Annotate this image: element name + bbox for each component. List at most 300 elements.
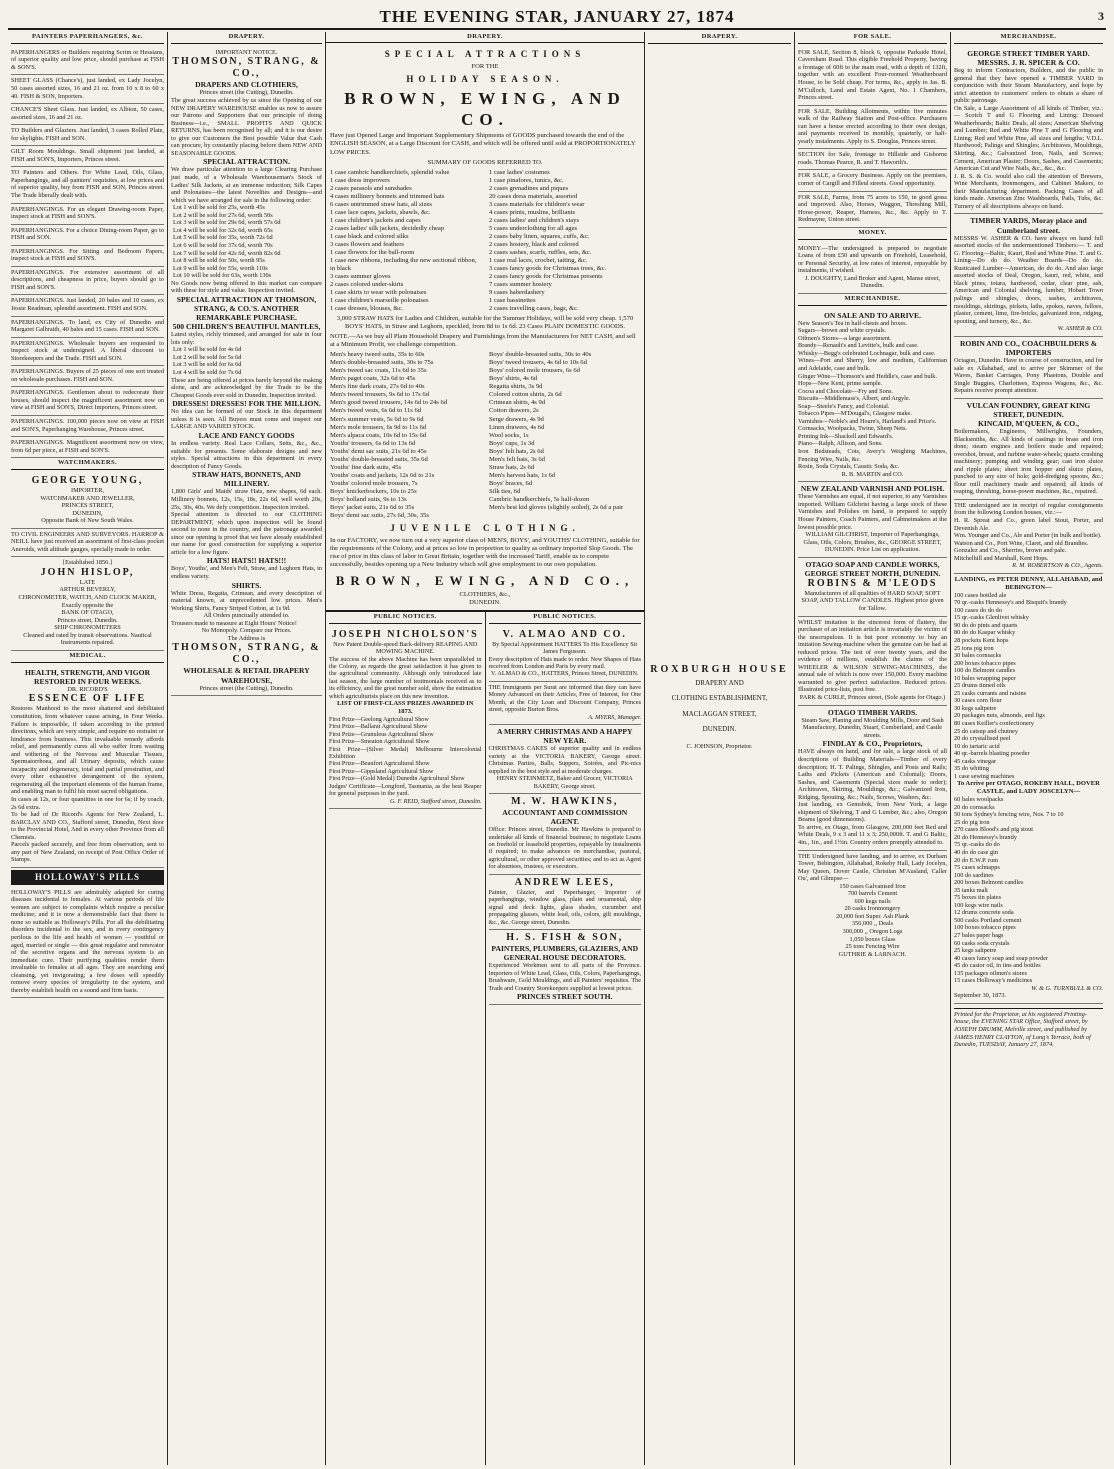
ad-brand: ESSENCE OF LIFE bbox=[28, 693, 147, 705]
ad-address: PRINCES STREET SOUTH. bbox=[517, 991, 613, 1001]
ad-subtitle: New Patent Double-speed Back-delivery REAPING AND MOWING MACHINE. bbox=[333, 640, 478, 656]
ad-signature: GUTHRIE & LARNACH. bbox=[838, 950, 907, 958]
dresses-heading: DRESSES! DRESSES! FOR THE MILLION. bbox=[172, 399, 321, 409]
sale-ad: SECTION for Sale, frontage to Hillside and Gisborne roads. Thomas Pearce, R. and T. Haworth's. bbox=[798, 149, 947, 170]
footer-sub: WHOLESALE & RETAIL DRAPERY WAREHOUSE, bbox=[183, 666, 310, 685]
cargo-item: 700 barrels Cement bbox=[847, 890, 898, 898]
goods-item: 1 case flowers for the ball-room bbox=[330, 248, 415, 256]
roxburgh-house-ad bbox=[648, 662, 791, 754]
established-note: [Established 1856.] bbox=[63, 559, 112, 567]
goods-item: 1 case cambric handkerchiefs, splendid value bbox=[330, 168, 450, 176]
ad-line: CHRONOMETER, WATCH, AND CLOCK MAKER, bbox=[18, 594, 157, 602]
ad-heading: TIMBER YARDS, Moray place and Cumberland street. bbox=[970, 216, 1087, 235]
price-item: Men's best kid gloves (slightly soiled), 2s 6d a pair bbox=[489, 503, 624, 511]
guthrie-larnach-ad bbox=[798, 851, 947, 962]
price-item: Men's good tweed trousers, 14s 6d to 24s 6d bbox=[330, 399, 448, 407]
landing-item: 100 cases do do do bbox=[954, 606, 1002, 614]
landing-item: 30 kegs saltpetre bbox=[954, 704, 997, 712]
ad-heading: OTAGO SOAP AND CANDLE WORKS, GEORGE STREET NORTH, DUNEDIN. bbox=[804, 559, 941, 578]
classified-ad: PAPERHANGINGS. For extensive assortment of all descriptions, and cheapness in price, buyers should go to FISH and SON'S. bbox=[11, 267, 164, 296]
price-item: Youths' demi sac suits, 21s 6d to 45s bbox=[330, 447, 427, 455]
masthead bbox=[8, 6, 1106, 30]
ad-signature: WILLIAM GILCHRIST, Importer of Paperhangings, Glass, Oils, Colors, Brushes, &c., GEORGE STREET, DUNEDIN. Price List on application. bbox=[803, 531, 942, 554]
section-heading-money: MONEY. bbox=[798, 228, 947, 240]
lot-item: Lot 7 will be sold for 42s 6d, worth 82s 6d bbox=[173, 249, 281, 257]
goods-item: 2 cases sashes, scarfs, ruffles, sets, &c. bbox=[489, 248, 592, 256]
arrive-item: Oilmen's Stores—a large assortment. bbox=[798, 334, 892, 342]
ad-text: Experienced Workmen sent to all parts of the Province. Importers of White Lead, Glass, Oils, Colors, Paperhangings, Brushware, Gold Mouldings, and all Painters' requisites. The Trade and Country Storekeepers supplied at lowest prices. bbox=[488, 962, 641, 992]
price-item: Boys' double-breasted suits, 30s to 40s bbox=[489, 351, 592, 359]
valmao-ad bbox=[489, 627, 642, 682]
goods-item: 4 cases prints, muslins, brilliants bbox=[489, 208, 576, 216]
price-item: Boys' felt hats, 2s 6d bbox=[489, 447, 544, 455]
goods-item: 2 cases fancy goods for Christmas presents bbox=[489, 272, 603, 280]
cargo-item: 25 tons Fencing Wire bbox=[845, 943, 900, 951]
vulcan-foundry-ad bbox=[954, 399, 1103, 500]
mantle-lot-item: Lot 4 will be sold for 7s 6d bbox=[173, 368, 242, 376]
straw-note: 3,000 STRAW HATS for Ladies and Children, suitable for the Summer Holidays, will be sold very cheap. 1,570 BOYS' HATS, in Straw and Leghorn, speckled, from 8d to 1s 6d. 23 Cases PLAIN DOMESTIC GOODS. bbox=[336, 315, 634, 331]
goods-item: 1 case real laces, crochet, tatting, &c. bbox=[489, 256, 588, 264]
rokeby-item: 135 packages oilmen's stores bbox=[954, 969, 1028, 977]
landing-item: 28 pockets Kent hops bbox=[954, 636, 1009, 644]
lot-item: Lot 10 will be sold for 63s, worth 130s bbox=[173, 272, 272, 280]
ad-line: Cleaned and rated by transit observations. Nautical Instruments repaired. bbox=[23, 631, 152, 647]
ad-subtitle: DR. RICORD'S bbox=[67, 685, 108, 693]
ad-subtitle: By Special Appointment HATTERS To His Excellency Sir James Fergusson. bbox=[492, 640, 638, 656]
rokeby-item: 25 kegs saltpetre bbox=[954, 947, 997, 955]
cargo-list bbox=[798, 883, 947, 951]
price-item: Regatta shirts, 3s 9d bbox=[489, 383, 543, 391]
ad-text: HOLLOWAY'S PILLS are admirably adapted for curing diseases incidental to females. At various periods of life women are subject to complaints which require a peculiar medicine; and it is now a demonstrable fact that there is none so suitable as Holloway's Pills. For all the debilitating disorders incidental to the sex, and in every contingency perilous to the life and health of women — youthful or aged, married or single — this great regulator and renovator of the secretive organs and the nervous system is an immediate cure. Their purifying qualities render them invaluable to females at all ages. They are searching and cleansing, yet invigorating; a few doses will speedily remove every species of irregularity in the system, and thereby establish health on a sound and firm basis. bbox=[11, 888, 164, 994]
rokeby-item: 500 casks Portland cement bbox=[954, 916, 1022, 924]
mantle-lot-item: Lot 2 will be sold for 5s 6d bbox=[173, 353, 242, 361]
public-notices-left bbox=[326, 612, 486, 1465]
clothing-text: Special attention is directed to our CLOTHING DEPARTMENT, which upon inspection will be found second to none in the country, and the patronage awarded since our opening is proof that we have already established our name for good construction for supplying a superior article for a low figure. bbox=[171, 511, 322, 556]
goods-item: 2 cases ladies' and children's stays bbox=[489, 216, 580, 224]
goods-item: 1 case children's jackets and capes bbox=[330, 216, 421, 224]
mantles-note: These are being offered at prices barely beyond the making alone, and are acknowledged by the Trade to be the Cheapest Goods ever sold in Dunedin. Inspection invited. bbox=[171, 376, 322, 399]
price-item: Men's alpaca coats, 10s 6d to 15s 6d bbox=[330, 431, 427, 439]
price-item: Youths' trousers, 6s 6d to 13s 6d bbox=[330, 439, 416, 447]
arrive-item: Ginger Wine—Thomson's and Heddle's, case and bulk. bbox=[798, 372, 938, 380]
ad-text: Octagon, Dunedin. Have in course of construction, and for sale ex Allahabad, and to arrive per Skimmer of the Waves, Basket Carriages, Pony Phaetons, Double and Single Buggies, Charlottees, Express Wagons, &c., &c. Repairs receive prompt attention. bbox=[954, 356, 1103, 395]
price-item: Straw hats, 2s 6d bbox=[489, 463, 535, 471]
price-item: Boys' colored mole trousers, 6s 6d bbox=[489, 367, 580, 375]
price-item: Men's paget coats, 32s 6d to 45s bbox=[330, 375, 416, 383]
arrive-item: Hops—New Kent, prime sample. bbox=[798, 380, 883, 388]
masthead-title: THE EVENING STAR, JANUARY 27, 1874 bbox=[379, 7, 735, 26]
doughty-ad bbox=[798, 243, 947, 294]
price-item: Crimean shirts, 4s 9d bbox=[489, 399, 546, 407]
cargo-item: 300,000 ,, Oregon Logs bbox=[842, 928, 903, 935]
footer-sub: CLOTHIERS, &c., bbox=[459, 590, 511, 598]
goods-item: 1 case black and colored silks bbox=[330, 232, 409, 240]
price-item: Boys' tweed trousers, 4s 6d to 10s 6d bbox=[489, 359, 587, 367]
footer-brown-ewing: BROWN, EWING, AND CO., bbox=[335, 573, 635, 588]
ad-items: On Sale, a Large Assortment of all kinds of Timber, viz.:— Scotch T and G Flooring and Lining; Dressed Weatherboards; Baltic Deals, all sizes; American Shelving and Lumber; Red and White Pine T and G Flooring and Lining; Red and White Pine, all sizes and lengths; V.D.L. Hardwood; Palings and Shingles; Architraves, Mouldings, Skirting, &c.; Galvanized Iron, Nails, and Screws; Cement, American Plaster; Doors, Sashes, and Casements; American Cut and Wire Nails, &c., &c., &c. bbox=[954, 104, 1103, 173]
firm-name: THOMSON, STRANG, & CO., bbox=[172, 56, 321, 80]
ad-line: BANK OF OTAGO, bbox=[61, 609, 114, 617]
gilchrist-ad bbox=[798, 482, 947, 557]
arrive-item: Cornsacks, Woolpacks, Twine, Sheep Nets. bbox=[798, 425, 907, 433]
landing-item: 15 qr.-casks Glenlivet whisky bbox=[954, 614, 1029, 622]
price-item: Boys' caps, 1s 3d bbox=[489, 439, 535, 447]
price-item: Men's summer vests, 5s 6d to 9s 6d bbox=[330, 415, 424, 423]
ad-line: DRAPERY AND bbox=[695, 678, 744, 687]
ad-line: PRINCES STREET, bbox=[61, 502, 114, 510]
intro-text: The great success achieved by us since the Opening of our NEW DRAPERY WAREHOUSE enables us now to assure our Patrons and Supporters that our principle of doing Business—i.e., SMALL PROFITS AND QUICK RETURNS, has been recognised by all; and it is our desire to give our Customers the Best possible Value that Cash can procure, by constantly placing before them NEW AND SEASONABLE GOODS. bbox=[171, 97, 322, 157]
ad-signature: W. & G. TURNBULL & CO. bbox=[1031, 984, 1103, 992]
special-text: We draw particular attention to a large Clearing Purchase just made, of a Wholesale Warehouseman's Stock of Ladies' Silk Jackets, at an immense reduction; Silk Capes and Polonaises—the latest Novelties and Designs—and which we have arranged for sale in the following order: bbox=[171, 166, 322, 204]
victoria-bakery-ad bbox=[489, 725, 642, 794]
spicer-ad bbox=[954, 47, 1103, 215]
hats-text: Boys', Youths', and Men's Felt, Straw, and Leghorn Hats, in endless variety. bbox=[171, 565, 322, 580]
wheeler-wilson-ad bbox=[798, 617, 947, 706]
goods-item: 2 cases grenadines and piques bbox=[489, 184, 569, 192]
robin-ad bbox=[954, 337, 1103, 399]
rokeby-item: 40 cases fancy soap and soap powder bbox=[954, 954, 1049, 962]
rokeby-item: 35 tanks malt bbox=[954, 886, 988, 894]
ad-proprietor: C. JOHNSON, Proprietor. bbox=[686, 743, 753, 751]
ad-text: The success of the above Machine has been unparalleled in the Colony, as regards the great satisfaction it has given to the agricultural community. Although only introduced late last season, the large number of testimonials received as to its efficiency, and the great number sold, show the estimation which agriculturists place on this new invention. bbox=[329, 655, 482, 700]
ad-line: Opposite Bank of New South Wales. bbox=[41, 517, 134, 525]
rokeby-item: 100 kegs wire nails bbox=[954, 901, 1003, 909]
arrive-item: Cocoa and Chocolate—Fry and Sons. bbox=[798, 387, 893, 395]
prize-item: First Prize—Smeaton Agricultural Show bbox=[329, 738, 430, 746]
ad-note: J. R. S. & Co. would also call the attention of Brewers, Wine Merchants, Ironmongers, and Cabinet Makers, to their Manufacturing department. Packing Cases of all kinds made. American Zinc Washboards, Pails, Tubs, &c. Turnery of all descriptions always on hand. bbox=[954, 172, 1103, 210]
cargo-item: 1,050 boxes Glass bbox=[849, 935, 896, 943]
price-item: Cambric handkerchiefs, 5s half-dozen bbox=[489, 495, 590, 503]
arrive-item: Rosin, Soda Crystals, Caustic Soda, &c. bbox=[798, 463, 900, 471]
trousers-note: Trousers made to measure at Eight Hours' Notice! bbox=[171, 619, 297, 627]
goods-item: 1 case new ribbons, including the new sectional ribbon, in black bbox=[330, 256, 477, 272]
london-house-item: Mitchelhill and Marshall, Kent Hops. bbox=[954, 554, 1049, 562]
rokeby-item: 27 bales paper bags bbox=[954, 932, 1004, 939]
ad-signature: A. MYERS, Manager. bbox=[588, 713, 641, 721]
holloway-ad bbox=[11, 887, 164, 999]
lot-item: Lot 1 will be sold for 25s, worth 45s bbox=[173, 204, 265, 212]
rokeby-item: 75 cases schnapps bbox=[954, 864, 1000, 872]
classified-ad: PAPERHANGINGS. For an elegant Drawing-room Paper, inspect stock at FISH and SON'S. bbox=[11, 204, 164, 225]
rokeby-item: 200 boxes Belmont candles bbox=[954, 879, 1024, 887]
price-item: Boys' demi sac suits, 27s 6d, 30s, 35s bbox=[330, 511, 429, 519]
price-item: Serge drawers, 4s 9d bbox=[489, 415, 544, 423]
net-cash-note: NOTE.—As we buy all Plain Household Drapery and Furnishings from the Manufacturers for NET CASH, and sell at a Minimum Profit, we challenge competition. bbox=[330, 333, 636, 349]
ad-line: ARTHUR BEVERLY, bbox=[59, 586, 116, 594]
ad-title: MESSRS. J. R. SPICER & CO. bbox=[977, 57, 1080, 67]
dresses-text: No idea can be formed of our Stock in this department unless it is seen. All Buyers must come and inspect our LARGE AND VARIED STOCK. bbox=[171, 408, 322, 431]
arrive-item: Soap—Steele's Fancy, and Colonial. bbox=[798, 402, 890, 410]
price-item: Men's tweed trousers, 9s 6d to 17s 6d bbox=[330, 391, 429, 399]
ad-title: M. W. HAWKINS, bbox=[511, 795, 619, 807]
nicholson-ad bbox=[329, 627, 482, 809]
classified-ad: CHANCE'S Sheet Glass. Just landed, ex Albion, 50 cases, assorted sizes, 16 and 21 oz. bbox=[11, 104, 164, 125]
classified-ad: TO Builders and Glaziers. Just landed, 3 cases Rolled Plate, for skylights. FISH and SON. bbox=[11, 125, 164, 146]
arrive-item: Iron Bedsteads, Cots, Avery's Weighing Machines, Fencing Wire, Nails, &c. bbox=[798, 448, 947, 463]
ad-text: Every description of Hats made to order. New Shapes of Hats received from London and Paris by every mail. bbox=[488, 655, 641, 671]
rokeby-item: 50 tons Sydney's fencing wire, Nos. 7 to 10 bbox=[954, 811, 1064, 819]
arrive-item: Biscuits—Middlemass's, Albert, and Argyle. bbox=[798, 395, 911, 403]
price-item: Youths' coats and jackets, 12s 6d to 21s bbox=[330, 471, 435, 479]
prize-item: First Prize—Ballarat Agricultural Show bbox=[329, 723, 428, 731]
ad-text: Office: Princes street, Dunedin. Mr Hawkins is prepared to undertake all kinds of financial business; to negotiate Loans on freehold or leasehold properties, repayable by instalments if required; to make advances on merchandise, pastoral, agricultural, or other approved securities; and to act as Agent for absentees, trustees, or executors. bbox=[488, 826, 641, 871]
price-item: Boys' shirts, 4s 6d bbox=[489, 375, 538, 383]
price-item: Men's harvest hats, 1s 6d bbox=[489, 471, 556, 479]
price-item: Youths' double-breasted suits, 35s 6d bbox=[330, 455, 428, 463]
cargo-item: 350,000 ,, Deals bbox=[851, 920, 894, 928]
public-notices bbox=[326, 610, 644, 1465]
price-item: Boys' knickerbockers, 10s to 25s bbox=[330, 487, 417, 495]
rokeby-item: 45 do castor oil, in tins and bottles bbox=[954, 962, 1041, 970]
price-item: Men's fine dark coats, 27s 6d to 40s bbox=[330, 383, 425, 391]
landing-item: 10 do tartaric acid bbox=[954, 742, 1000, 750]
mantle-lot-item: Lot 1 will be sold for 4s 6d bbox=[173, 346, 242, 354]
ad-lines bbox=[648, 676, 791, 738]
ad-text: Restores Manhood to the most shattered and debilitated constitution, from whatever cause arising, in Four Weeks. Failure is impossible, if taken according to the printed directions, which are very simple, and require no restraint or hindrance from business. This invaluable remedy affords relief, and permanently cures all who suffer from wasting and withering of the Nervous and Muscular Tissues, Spermatorrhoea, and all Urinary deposits, which cause incapacity and degeneracy, total and partial prostration, and every other exhaustive derangement of the system, regenerating all the important elements of the human frame, and enabling man to fulfil his most sacred obligations. bbox=[11, 705, 164, 796]
price-item: Linen drawers, 4s 6d bbox=[489, 423, 545, 431]
mantles-text: Latest styles, richly trimmed, and arranged for sale in four lots only: bbox=[171, 331, 322, 346]
columns bbox=[8, 32, 1106, 1465]
goods-item: 3 cases flowers and feathers bbox=[330, 240, 404, 248]
prizes-heading: LIST OF FIRST-CLASS PRIZES AWARDED IN 1873. bbox=[337, 700, 474, 716]
goods-item: 4 cases millinery bonnets and trimmed hats bbox=[330, 192, 445, 200]
classified-ad: TO Painters and Others. For White Lead, Oils, Glass, Paperhangings, and all painters' requisites, at low prices and of superior quality, buy from FISH and SON, Princes street. The Trade liberally dealt with. bbox=[11, 167, 164, 203]
special-title: SPECIAL ATTRACTIONS bbox=[384, 49, 586, 59]
section-heading-watchmakers: WATCHMAKERS. bbox=[11, 458, 164, 470]
goods-item: 2 cases travelling cases, bags, &c. bbox=[489, 305, 579, 313]
goods-item: 3 cases materials for children's wear bbox=[489, 200, 585, 208]
ad-line: MACLAGGAN STREET, bbox=[682, 709, 757, 718]
sale-ad: FOR SALE, Building Allotments, within five minutes walk of the Railway Station and Post-office. Purchasers can have a house erected according to their own design, and payments received in monthly, quarterly, or half-yearly instalments. Apply to S. Douglas, Princes street. bbox=[798, 106, 947, 150]
lot-item: Lot 5 will be sold for 35s, worth 72s 6d bbox=[173, 234, 273, 242]
george-young-ad bbox=[11, 473, 164, 529]
special-heading: SPECIAL ATTRACTION. bbox=[203, 157, 290, 167]
gemsbok-note: Just landing, ex Gemsbok, from New York, a large shipment of Shelving, T and G Lumber, &c.; also, Oregon Beams (good dimensions). bbox=[798, 801, 947, 824]
landing-item: 25 casks currants and raisins bbox=[954, 689, 1027, 697]
ad-text: Boilermakers, Engineers, Millwrights, Founders, Blacksmiths, &c. All kinds of castings in brass and iron done; steam engines and boilers made and repaired; overshot, breast, and turbine water-wheels; quartz crushing machinery; pumping and winding gear; cast iron sluice and ripple plates; sheet iron hopper and sluice plates, punched to any size of hole; gold-dredging spoons, &c.; flour mill machinery made and repaired; all kinds of reaping, threshing, horse-power machines, &c., repaired. bbox=[954, 428, 1103, 496]
rokeby-item: 100 boxes tobacco pipes bbox=[954, 924, 1016, 932]
landing-item: 70 qr.-casks Hennessy's and Bisquit's brandy bbox=[954, 599, 1067, 607]
goods-item: 2 cases baby linen, squares, cuffs, &c. bbox=[489, 232, 590, 240]
holiday-title: HOLIDAY SEASON. bbox=[406, 74, 564, 84]
price-item: Men's tweed sac coats, 11s 6d to 35s bbox=[330, 367, 427, 375]
goods-item: 7 cases summer hosiery bbox=[489, 281, 552, 288]
rokeby-item: 25 do pig iron bbox=[954, 818, 990, 826]
classified-ad: GILT Room Mouldings. Small shipment just landed, at FISH and SON'S, Importers, Princes street. bbox=[11, 146, 164, 167]
arrive-item: New Season's Tea in half-chests and boxes. bbox=[798, 319, 908, 327]
ad-heading: OTAGO TIMBER YARDS. bbox=[827, 707, 918, 717]
column-drapery-brown-ewing bbox=[326, 32, 645, 1465]
rokeby-item: 12 drums concrete soda bbox=[954, 909, 1014, 917]
footer-firm: THOMSON, STRANG, & CO., bbox=[172, 642, 321, 666]
ad-heading: GEORGE STREET TIMBER YARD. bbox=[967, 48, 1090, 58]
ad-signature: R. B. MARTIN and CO. bbox=[841, 470, 904, 478]
ad-line: Exactly opposite the bbox=[61, 601, 114, 609]
price-item: Youths' colored mole trousers, 7s bbox=[330, 479, 418, 487]
ad-text: Painter, Glazier, and Paperhanger, Importer of paperhangings, window glass, plain and ornamental, ship signal and deck lights, glass shades, cucumber and propagating glasses, white lead, oils, colors, gilt mouldings, &c., &c. George street, Dunedin. bbox=[488, 888, 641, 926]
ad-title: GEORGE YOUNG, bbox=[31, 475, 144, 487]
arrive-item: Whisky—Begg's celebrated Lochnagar, bulk and case. bbox=[798, 349, 936, 357]
landing-item: 25 do catsup and chutney bbox=[954, 727, 1019, 735]
column-merchandise bbox=[951, 32, 1106, 1465]
rokeby-heading: To Arrive per OTAGO, ROKEBY HALL, DOVER CASTLE, and LADY JOSCELYN— bbox=[957, 780, 1100, 796]
column-heading: FOR SALE. bbox=[798, 32, 947, 44]
ad-subtitle: PAINTERS, PLUMBERS, GLAZIERS, AND GENERAL HOUSE DECORATORS. bbox=[491, 943, 639, 963]
judges-note: Judges' Certificate—Longford, Tasmania, as the best Reaper for general purposes in the yard. bbox=[329, 782, 482, 798]
price-item: Men's heavy tweed suits, 35s to 60s bbox=[330, 351, 425, 359]
column-drapery-thomson bbox=[168, 32, 326, 1465]
goods-item: 1 case dresses, blouses, &c. bbox=[330, 305, 404, 313]
lace-heading: LACE AND FANCY GOODS bbox=[198, 430, 295, 440]
ad-text: THE undersigned are in receipt of regular consignments from the following London houses, viz.:— bbox=[954, 501, 1103, 517]
notice-title: IMPORTANT NOTICE. bbox=[215, 48, 278, 56]
column-painters bbox=[8, 32, 168, 1465]
landing-item: 30 bales cornsacks bbox=[954, 652, 1002, 660]
prize-item: First Prize—(Gold Medal) Dunedin Agricultural Show bbox=[329, 775, 465, 783]
classified-ad: SHEET GLASS (Chance's), just landed, ex Lady Jocelyn, 50 cases assorted sizes, 16 and 21 oz. from 10 x 8 to 60 x 40. FISH & SON, Importers. bbox=[11, 75, 164, 104]
ad-text: HAVE always on hand, and for sale, a large stock of all descriptions of Building Materials—Timber of every description; H. T. Palings, Shingles, and Posts and Rails; Laths and Pickets (American and Colonial); Doors, Sashes, and Casements (Special sizes made to order); Architraves, Skirting, Mouldings, &c.; Galvanized Iron, Ridging, Spouting, &c.; Nails, Screws, Washers, &c. bbox=[798, 748, 947, 801]
cargo-item: 150 cases Galvanised Iron bbox=[839, 882, 906, 890]
london-house-item: H. R. Spreat and Co., green label Stout, Porter, and Devenish Ale. bbox=[954, 517, 1103, 532]
straw-text: 1,800 Girls' and Maids' straw Hats, new shapes, 6d each. Millinery bonnets, 12s, 15s, 18s, 22s 6d, well worth 20s, 25s, 30s, 40s. We defy competition. Inspection invited. bbox=[171, 488, 322, 511]
section-heading-medical: MEDICAL. bbox=[11, 651, 164, 663]
landing-item: 35 do whiting bbox=[954, 765, 989, 773]
goods-left bbox=[330, 169, 481, 314]
rokeby-list bbox=[954, 796, 1103, 985]
printer-imprint: Printed for the Proprietor, at his registered Printing-house, the EVENING STAR Office, Stafford street, by JOSEPH DRUMM, Melville street, and published by JAMES HENRY CLAYTON, of Long's Terrace, both of Dunedin, TUESDAY, January 27, 1874. bbox=[954, 1008, 1103, 1049]
mantles-heading: 500 CHILDREN'S BEAUTIFUL MANTLES, bbox=[172, 322, 321, 332]
lot-item: Lot 3 will be sold for 29s 6d, worth 57s 6d bbox=[173, 219, 281, 227]
goods-item: 1 case bassinettes bbox=[489, 297, 536, 305]
lace-text: In endless variety. Real Lace Collars, Setts, &c., &c., suitable for presents. Some elaborate designs and new styles. Special attractions in this department in every description of Fancy Goods. bbox=[171, 440, 322, 470]
turnbull-ad bbox=[954, 574, 1103, 1004]
shirts-heading: SHIRTS. bbox=[231, 580, 262, 590]
landing-list bbox=[954, 592, 1103, 781]
prize-item: First Prize—(Silver Medal) Melbourne Intercolonial Exhibition bbox=[329, 745, 482, 760]
price-item: Boys' holland suits, 9s to 13s bbox=[330, 495, 407, 503]
rokeby-item: 60 casks soda crystals bbox=[954, 939, 1010, 947]
summary-heading: SUMMARY OF GOODS REFERRED TO. bbox=[427, 158, 543, 166]
cargo-item: 20,000 feet Super. Ash Plank bbox=[835, 912, 910, 920]
ad-title: JOSEPH NICHOLSON'S bbox=[331, 628, 479, 640]
ad-parcels: Parcels packed securely, and free from observation, sent to any part of New Zealand, on receipt of Post Office Order of Stamps. bbox=[11, 841, 164, 864]
shirts-text: White Dress, Regatta, Crimean, and every description of material known, at unprecedented low prices. Men's Working Shirts, Fancy Striped Cotton, at 1s 9d. bbox=[171, 589, 322, 612]
ad-line: CLOTHING ESTABLISHMENT, bbox=[671, 694, 768, 703]
ad-lines bbox=[11, 579, 164, 647]
punctual-note: All Orders punctually attended to. bbox=[203, 612, 290, 620]
goods-right bbox=[489, 169, 640, 314]
ad-title: H. S. FISH & SON, bbox=[506, 931, 624, 943]
section-heading-public-notices: PUBLIC NOTICES. bbox=[489, 612, 642, 624]
hats-heading: HATS! HATS!! HATS!!! bbox=[206, 556, 287, 566]
cargo-item: 600 kegs nails bbox=[854, 897, 891, 905]
ad-title: JOHN HISLOP, bbox=[40, 566, 135, 578]
landing-item: 200 boxes tobacco pipes bbox=[954, 659, 1016, 667]
landing-item: 100 cases bottled ale bbox=[954, 591, 1007, 599]
goods-item: 1 case skirts to wear with polonaises bbox=[330, 289, 427, 297]
arrive-item: Piano—Ralph, Allison, and Sons. bbox=[798, 440, 883, 448]
price-item: Wool socks, 1s bbox=[489, 431, 529, 439]
ad-title: NEW ZEALAND VARNISH AND POLISH. bbox=[800, 484, 945, 494]
price-item: Men's tweed vests, 6s 6d to 11s 6d bbox=[330, 407, 422, 415]
public-notices-right bbox=[486, 612, 645, 1465]
landing-item: 80 cases Keiller's confectionery bbox=[954, 719, 1034, 727]
ad-title: ANDREW LEES, bbox=[514, 876, 615, 888]
landing-heading: LANDING, ex PETER DENNY, ALLAHABAD, and BEBINGTON— bbox=[954, 575, 1103, 591]
mantle-lot-item: Lot 3 will be sold for 6s 6d bbox=[173, 361, 242, 369]
goods-item: 9 cases haberdashery bbox=[489, 289, 545, 297]
ad-line: SHIP CHRONOMETERS bbox=[54, 624, 121, 632]
ad-heading: VULCAN FOUNDRY, GREAT KING STREET, DUNEDIN. bbox=[966, 400, 1091, 419]
section-heading-public-notices: PUBLIC NOTICES. bbox=[329, 612, 482, 624]
rokeby-item: 20 do E.W.P. rum bbox=[954, 856, 999, 864]
rokeby-item: 75 qr.-casks do do bbox=[954, 841, 1000, 849]
ad-signature: G. F. REID, Stafford street, Dunedin. bbox=[389, 797, 482, 805]
address-label: The Address is bbox=[227, 634, 266, 642]
goods-item: 2 cases parasols and sunshades bbox=[330, 184, 412, 192]
arrive-item: Varnishes—Noble's and Hoare's, Harland's and Price's. bbox=[798, 417, 937, 425]
goods-item: 2 cases colored under-skirts bbox=[330, 281, 404, 288]
ad-text: CHRISTMAS CAKES of superior quality and in endless variety at the VICTORIA BAKERY, George street. Christmas Parties, Balls, Suppers, Soirées, and Pic-nics supplied in the best style and at moderate charges. bbox=[488, 745, 641, 775]
straw-heading: STRAW HATS, BONNETS, AND MILLINERY. bbox=[192, 470, 301, 489]
landing-item: 30 cases corn flour bbox=[954, 697, 1002, 705]
findlay-ad bbox=[798, 706, 947, 851]
firm-sub: DRAPERS AND CLOTHIERS, bbox=[195, 80, 298, 90]
footer-address: Princes street (the Cutting), Dunedin. bbox=[199, 684, 294, 692]
arrive-item: Sugars—brown and white crystals. bbox=[798, 327, 887, 335]
rokeby-item: 15 cases Holloway's medicines bbox=[954, 977, 1033, 985]
painters-ads bbox=[11, 47, 164, 458]
landing-item: 40 qr.-barrels blasting powder bbox=[954, 750, 1030, 758]
robins-mleods-ad bbox=[798, 558, 947, 617]
arrive-item: Tobacco Pipes—M'Dougal's, Glasgow make. bbox=[798, 410, 912, 418]
landing-item: 45 casks vinegar bbox=[954, 757, 996, 765]
essence-of-life-ad bbox=[11, 666, 164, 868]
price-item: Boys' jacket suits, 21s 6d to 35s bbox=[330, 503, 415, 511]
rokeby-item: 20 do Hennessy's brandy bbox=[954, 833, 1017, 841]
goods-item: 1 case ladies' costumes bbox=[489, 168, 550, 176]
classified-ad: PAPERHANGINGS. To land, ex City of Dunedin and Margaret Galbraith, 40 bales and 15 cases. FISH and SON. bbox=[11, 317, 164, 338]
goods-item: 1 case children's marseille polonaises bbox=[330, 297, 429, 305]
classified-ad: PAPERHANGINGS. Magnificent assortment now on view, from 6d per piece, at FISH and SON'S. bbox=[11, 437, 164, 458]
landing-item: 90 do do pints and quarts bbox=[954, 621, 1018, 629]
prize-item: First Prize—Gippsland Agricultural Show bbox=[329, 767, 434, 775]
lot-item: Lot 6 will be sold for 37s 6d, worth 70s bbox=[173, 241, 273, 249]
rokeby-item: 60 bales woolpacks bbox=[954, 796, 1004, 804]
price-item: Colored cotton shirts, 2s 6d bbox=[489, 391, 562, 399]
goods-item: 6 cases untrimmed straw hats, all sizes bbox=[330, 200, 432, 208]
london-house-item: Watson and Co., Port Wine, Claret, and old Brandies. bbox=[954, 539, 1089, 547]
classified-ad: PAPERHANGINGS. 100,000 pieces now on view at FISH and SON'S, Paperhanging Warehouse, Princes street. bbox=[11, 416, 164, 437]
column-heading: DRAPERY. bbox=[648, 32, 791, 44]
price-item: Youths' fine dark suits, 45s bbox=[330, 463, 402, 471]
ad-title: ON SALE AND TO ARRIVE. bbox=[824, 310, 921, 320]
cargo-item: 20 casks Ironmongery bbox=[844, 905, 901, 913]
sale-ads bbox=[798, 47, 947, 228]
brown-ewing-title: BROWN, EWING, AND CO. bbox=[344, 88, 626, 129]
classified-ad: PAPERHANGINGS. Gentlemen about to redecorate their houses, should inspect the magnificent assortment now on view at FISH and SON'S, Direct Importers, Princes street. bbox=[11, 387, 164, 416]
classified-ad: PAPERHANGINGS. Buyers of 25 pieces of one sort treated on wholesale purchases. FISH and SON. bbox=[11, 366, 164, 387]
arrive-item: Printing Ink—Shackell and Edward's. bbox=[798, 432, 894, 440]
ad-text: Beg to inform Contractors, Builders, and the public in general that they have opened a TIMBER YARD in conjunction with their Steam Manufactory, and hope by strict attention to customers' orders to obtain a share of public patronage. bbox=[954, 67, 1103, 105]
juvenile-text: In our FACTORY, we now turn out a very superior class of MEN'S, BOYS', and YOUTHS' CLOTHING, suitable for the requirements of the Colony, and at prices so low in proportion to quality as ordinary imported Slop Goods. The rise of price in this class of labor in Great Britain, together with the increased Tariff, enable us to compete successfully, besides opening up a New Industry which will give employment to our own population. bbox=[330, 536, 640, 568]
prices-right bbox=[489, 351, 640, 520]
price-item: Men's felt hats, 3s 6d bbox=[489, 455, 545, 463]
lot-item: Lot 8 will be sold for 50s, worth 95s bbox=[173, 257, 265, 265]
ad-agents: To be had of Dr Ricord's Agents for New Zealand, L. BARCLAY AND CO., Stafford street, Dunedin, Next door to the Provincial Hotel, And in every other Province from all Chemists. bbox=[11, 811, 165, 841]
arrive-list bbox=[798, 320, 947, 471]
ad-signature: PARK & CURLE, Princes street, (Sole agents for Otago.) bbox=[799, 694, 946, 702]
